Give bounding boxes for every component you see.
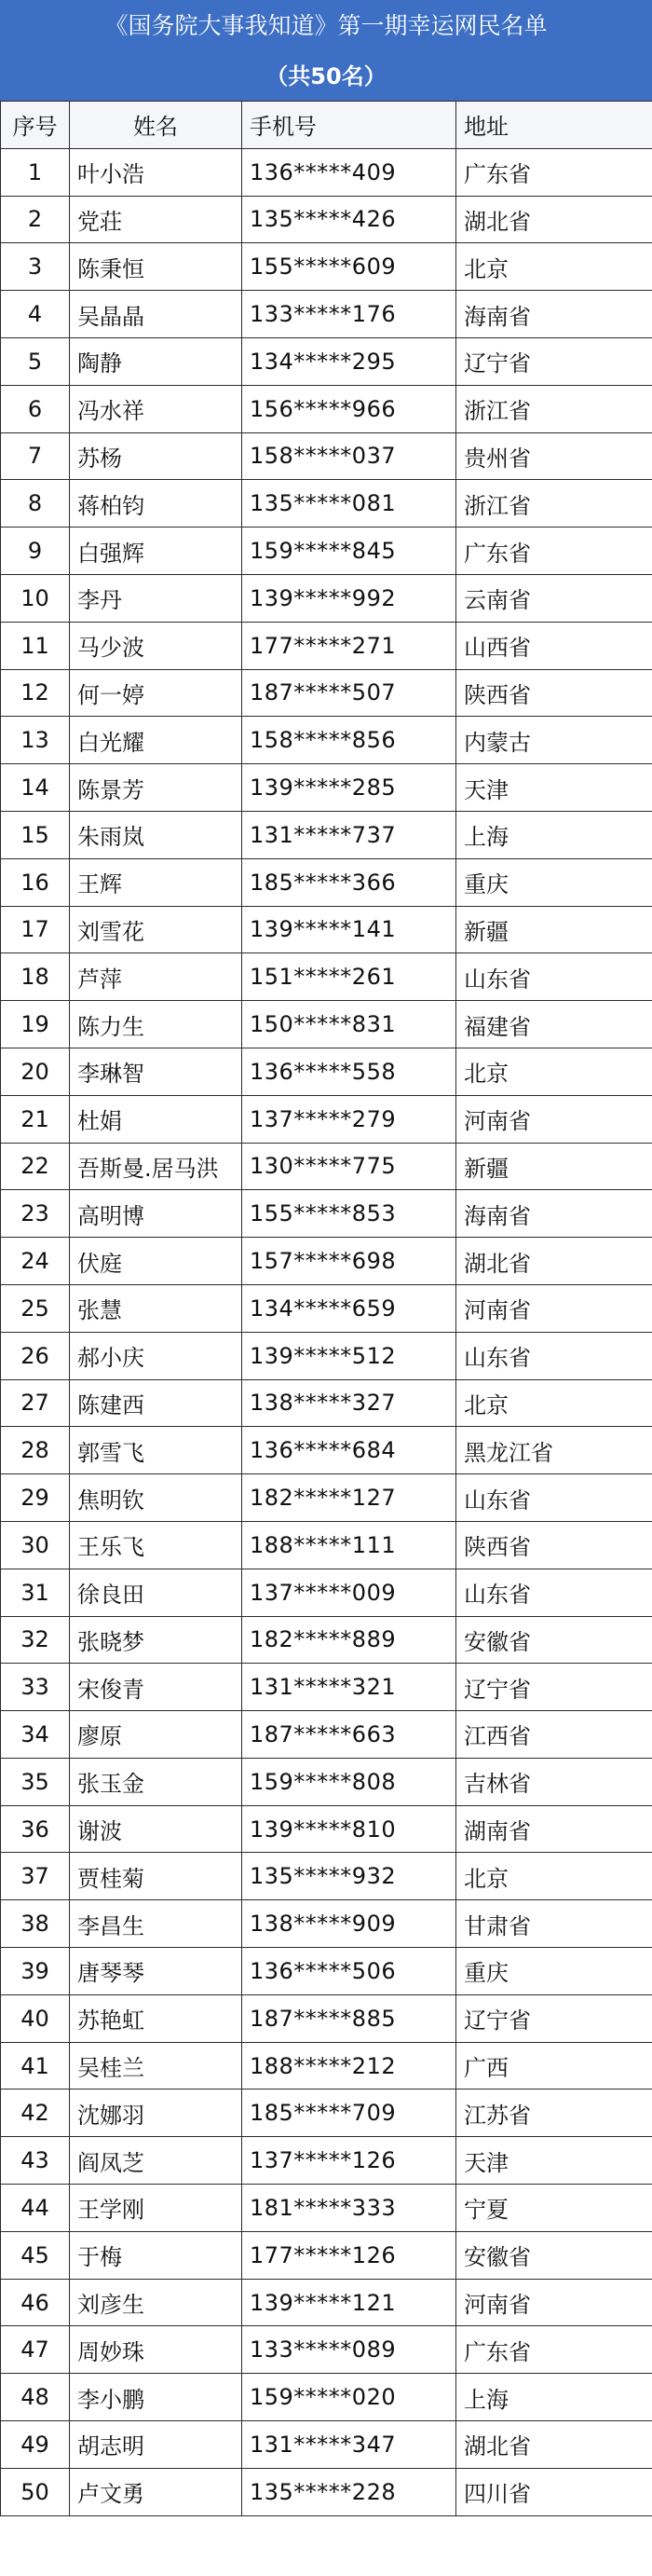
cell-no: 4	[1, 291, 70, 338]
cell-name: 李昌生	[70, 1900, 242, 1948]
cell-phone: 182*****889	[242, 1616, 456, 1664]
cell-no: 21	[1, 1095, 70, 1143]
column-header-name: 姓名	[70, 102, 242, 149]
cell-address: 新疆	[456, 1143, 652, 1190]
winners-table	[0, 101, 652, 2516]
cell-name: 何一婷	[70, 669, 242, 717]
cell-address: 湖北省	[456, 1238, 652, 1285]
cell-no: 48	[1, 2374, 70, 2421]
cell-no: 30	[1, 1521, 70, 1569]
cell-name: 吴桂兰	[70, 2042, 242, 2090]
cell-name: 陈秉恒	[70, 243, 242, 291]
cell-phone: 185*****366	[242, 858, 456, 906]
table-row	[1, 858, 652, 906]
cell-phone: 134*****659	[242, 1284, 456, 1332]
cell-no: 22	[1, 1143, 70, 1190]
cell-address: 宁夏	[456, 2185, 652, 2232]
cell-address: 陕西省	[456, 669, 652, 717]
cell-no: 46	[1, 2279, 70, 2326]
cell-no: 27	[1, 1379, 70, 1427]
cell-name: 陶静	[70, 337, 242, 385]
cell-name: 张玉金	[70, 1758, 242, 1805]
cell-no: 11	[1, 622, 70, 669]
cell-name: 冯水祥	[70, 385, 242, 432]
cell-no: 10	[1, 574, 70, 622]
table-row	[1, 1994, 652, 2042]
table-row	[1, 1238, 652, 1285]
cell-address: 湖北省	[456, 196, 652, 243]
table-row	[1, 2185, 652, 2232]
cell-name: 焦明钦	[70, 1474, 242, 1522]
table-row	[1, 1805, 652, 1853]
cell-phone: 188*****111	[242, 1521, 456, 1569]
table-row	[1, 480, 652, 528]
cell-name: 白光耀	[70, 717, 242, 764]
cell-name: 伏庭	[70, 1238, 242, 1285]
cell-phone: 138*****909	[242, 1900, 456, 1948]
table-row	[1, 2279, 652, 2326]
cell-phone: 131*****737	[242, 811, 456, 858]
cell-name: 徐良田	[70, 1569, 242, 1616]
page-subtitle: （共50名）	[265, 63, 387, 89]
cell-no: 33	[1, 1664, 70, 1711]
cell-address: 山西省	[456, 622, 652, 669]
table-row	[1, 243, 652, 291]
cell-address: 湖南省	[456, 1805, 652, 1853]
cell-address: 河南省	[456, 1284, 652, 1332]
cell-phone: 136*****409	[242, 148, 456, 196]
cell-address: 天津	[456, 2137, 652, 2185]
cell-phone: 158*****856	[242, 717, 456, 764]
column-header-address: 地址	[456, 102, 652, 149]
cell-phone: 139*****285	[242, 764, 456, 812]
cell-address: 浙江省	[456, 385, 652, 432]
cell-name: 周妙珠	[70, 2326, 242, 2374]
cell-address: 辽宁省	[456, 1994, 652, 2042]
cell-name: 杜娟	[70, 1095, 242, 1143]
cell-no: 47	[1, 2326, 70, 2374]
table-row	[1, 385, 652, 432]
table-row	[1, 1664, 652, 1711]
table-row	[1, 717, 652, 764]
cell-no: 3	[1, 243, 70, 291]
cell-name: 白强辉	[70, 528, 242, 575]
table-row	[1, 2231, 652, 2279]
cell-no: 41	[1, 2042, 70, 2090]
cell-phone: 159*****020	[242, 2374, 456, 2421]
cell-name: 卢文勇	[70, 2468, 242, 2515]
cell-phone: 131*****321	[242, 1664, 456, 1711]
cell-name: 郭雪飞	[70, 1427, 242, 1474]
table-row	[1, 2326, 652, 2374]
cell-address: 海南省	[456, 291, 652, 338]
cell-name: 张晓梦	[70, 1616, 242, 1664]
cell-name: 李琳智	[70, 1048, 242, 1095]
cell-no: 2	[1, 196, 70, 243]
cell-phone: 137*****126	[242, 2137, 456, 2185]
table-row	[1, 2421, 652, 2469]
cell-phone: 177*****126	[242, 2231, 456, 2279]
cell-phone: 137*****009	[242, 1569, 456, 1616]
cell-address: 内蒙古	[456, 717, 652, 764]
cell-no: 38	[1, 1900, 70, 1948]
table-row	[1, 1284, 652, 1332]
cell-phone: 139*****121	[242, 2279, 456, 2326]
cell-address: 安徽省	[456, 1616, 652, 1664]
table-row	[1, 1616, 652, 1664]
table-row	[1, 337, 652, 385]
cell-no: 6	[1, 385, 70, 432]
cell-address: 江西省	[456, 1711, 652, 1759]
cell-phone: 159*****845	[242, 528, 456, 575]
cell-name: 陈景芳	[70, 764, 242, 812]
cell-phone: 135*****932	[242, 1853, 456, 1900]
cell-no: 9	[1, 528, 70, 575]
cell-name: 宋俊青	[70, 1664, 242, 1711]
cell-phone: 187*****663	[242, 1711, 456, 1759]
cell-no: 31	[1, 1569, 70, 1616]
cell-no: 12	[1, 669, 70, 717]
cell-no: 13	[1, 717, 70, 764]
table-row	[1, 1143, 652, 1190]
cell-no: 26	[1, 1332, 70, 1379]
table-row	[1, 1853, 652, 1900]
cell-phone: 181*****333	[242, 2185, 456, 2232]
table-row	[1, 1001, 652, 1048]
cell-no: 34	[1, 1711, 70, 1759]
column-header-no: 序号	[1, 102, 70, 149]
cell-no: 20	[1, 1048, 70, 1095]
cell-name: 吾斯曼.居马洪	[70, 1143, 242, 1190]
cell-name: 芦萍	[70, 953, 242, 1001]
table-header-row	[1, 102, 652, 149]
cell-name: 胡志明	[70, 2421, 242, 2469]
cell-address: 河南省	[456, 1095, 652, 1143]
cell-phone: 136*****558	[242, 1048, 456, 1095]
table-row	[1, 1427, 652, 1474]
cell-no: 37	[1, 1853, 70, 1900]
table-row	[1, 1900, 652, 1948]
cell-phone: 188*****212	[242, 2042, 456, 2090]
cell-phone: 136*****684	[242, 1427, 456, 1474]
cell-address: 重庆	[456, 858, 652, 906]
cell-phone: 139*****141	[242, 906, 456, 953]
cell-phone: 139*****992	[242, 574, 456, 622]
cell-no: 17	[1, 906, 70, 953]
table-row	[1, 1758, 652, 1805]
cell-no: 14	[1, 764, 70, 812]
cell-name: 陈力生	[70, 1001, 242, 1048]
table-row	[1, 1948, 652, 1995]
cell-name: 朱雨岚	[70, 811, 242, 858]
cell-address: 北京	[456, 1853, 652, 1900]
cell-phone: 131*****347	[242, 2421, 456, 2469]
cell-address: 新疆	[456, 906, 652, 953]
cell-address: 山东省	[456, 1332, 652, 1379]
cell-name: 苏艳虹	[70, 1994, 242, 2042]
cell-no: 50	[1, 2468, 70, 2515]
cell-name: 唐琴琴	[70, 1948, 242, 1995]
table-body	[1, 148, 652, 2515]
table-row	[1, 196, 652, 243]
table-row	[1, 1569, 652, 1616]
table-row	[1, 2042, 652, 2090]
cell-address: 北京	[456, 1048, 652, 1095]
cell-phone: 185*****709	[242, 2090, 456, 2137]
table-row	[1, 148, 652, 196]
table-row	[1, 764, 652, 812]
cell-address: 广东省	[456, 528, 652, 575]
table-row	[1, 2468, 652, 2515]
table-row	[1, 1521, 652, 1569]
cell-name: 叶小浩	[70, 148, 242, 196]
cell-address: 吉林省	[456, 1758, 652, 1805]
cell-no: 1	[1, 148, 70, 196]
table-row	[1, 1379, 652, 1427]
list-header	[0, 0, 652, 101]
table-row	[1, 432, 652, 480]
table-row	[1, 1095, 652, 1143]
cell-address: 辽宁省	[456, 337, 652, 385]
cell-name: 谢波	[70, 1805, 242, 1853]
cell-address: 甘肃省	[456, 1900, 652, 1948]
cell-name: 苏杨	[70, 432, 242, 480]
cell-address: 云南省	[456, 574, 652, 622]
cell-address: 广东省	[456, 2326, 652, 2374]
cell-phone: 135*****426	[242, 196, 456, 243]
cell-phone: 187*****507	[242, 669, 456, 717]
table-row	[1, 669, 652, 717]
cell-address: 黑龙江省	[456, 1427, 652, 1474]
cell-phone: 139*****512	[242, 1332, 456, 1379]
cell-name: 张慧	[70, 1284, 242, 1332]
cell-address: 浙江省	[456, 480, 652, 528]
table-row	[1, 574, 652, 622]
cell-no: 5	[1, 337, 70, 385]
cell-phone: 157*****698	[242, 1238, 456, 1285]
cell-address: 北京	[456, 243, 652, 291]
cell-no: 45	[1, 2231, 70, 2279]
table-row	[1, 1190, 652, 1238]
cell-phone: 138*****327	[242, 1379, 456, 1427]
cell-name: 蒋柏钧	[70, 480, 242, 528]
table-row	[1, 1711, 652, 1759]
cell-no: 19	[1, 1001, 70, 1048]
cell-name: 王辉	[70, 858, 242, 906]
cell-name: 王乐飞	[70, 1521, 242, 1569]
cell-no: 32	[1, 1616, 70, 1664]
cell-no: 16	[1, 858, 70, 906]
cell-name: 李小鹏	[70, 2374, 242, 2421]
cell-no: 24	[1, 1238, 70, 1285]
cell-no: 36	[1, 1805, 70, 1853]
table-row	[1, 2374, 652, 2421]
table-row	[1, 906, 652, 953]
cell-name: 党荘	[70, 196, 242, 243]
cell-name: 沈娜羽	[70, 2090, 242, 2137]
cell-address: 河南省	[456, 2279, 652, 2326]
cell-address: 四川省	[456, 2468, 652, 2515]
column-header-phone: 手机号	[242, 102, 456, 149]
cell-no: 39	[1, 1948, 70, 1995]
cell-address: 山东省	[456, 953, 652, 1001]
cell-address: 山东省	[456, 1569, 652, 1616]
cell-phone: 133*****176	[242, 291, 456, 338]
cell-name: 李丹	[70, 574, 242, 622]
cell-phone: 137*****279	[242, 1095, 456, 1143]
cell-name: 贾桂菊	[70, 1853, 242, 1900]
cell-phone: 134*****295	[242, 337, 456, 385]
cell-no: 29	[1, 1474, 70, 1522]
cell-address: 辽宁省	[456, 1664, 652, 1711]
cell-address: 海南省	[456, 1190, 652, 1238]
cell-no: 43	[1, 2137, 70, 2185]
cell-address: 安徽省	[456, 2231, 652, 2279]
cell-address: 山东省	[456, 1474, 652, 1522]
cell-phone: 177*****271	[242, 622, 456, 669]
cell-address: 上海	[456, 2374, 652, 2421]
cell-phone: 135*****081	[242, 480, 456, 528]
cell-name: 王学刚	[70, 2185, 242, 2232]
cell-name: 高明博	[70, 1190, 242, 1238]
cell-address: 重庆	[456, 1948, 652, 1995]
cell-phone: 150*****831	[242, 1001, 456, 1048]
table-row	[1, 291, 652, 338]
cell-name: 吴晶晶	[70, 291, 242, 338]
table-row	[1, 2090, 652, 2137]
cell-phone: 130*****775	[242, 1143, 456, 1190]
cell-no: 15	[1, 811, 70, 858]
cell-no: 25	[1, 1284, 70, 1332]
table-row	[1, 622, 652, 669]
page-title: 《国务院大事我知道》第一期幸运网民名单	[104, 12, 548, 39]
cell-phone: 133*****089	[242, 2326, 456, 2374]
cell-name: 廖原	[70, 1711, 242, 1759]
cell-name: 阎凤芝	[70, 2137, 242, 2185]
cell-address: 湖北省	[456, 2421, 652, 2469]
table-row	[1, 953, 652, 1001]
cell-name: 刘雪花	[70, 906, 242, 953]
cell-phone: 156*****966	[242, 385, 456, 432]
cell-address: 贵州省	[456, 432, 652, 480]
cell-no: 7	[1, 432, 70, 480]
table-row	[1, 1048, 652, 1095]
cell-address: 广东省	[456, 148, 652, 196]
table-row	[1, 528, 652, 575]
cell-no: 44	[1, 2185, 70, 2232]
cell-name: 马少波	[70, 622, 242, 669]
cell-address: 上海	[456, 811, 652, 858]
cell-name: 郝小庆	[70, 1332, 242, 1379]
cell-address: 广西	[456, 2042, 652, 2090]
cell-address: 北京	[456, 1379, 652, 1427]
cell-no: 8	[1, 480, 70, 528]
table-row	[1, 811, 652, 858]
cell-address: 天津	[456, 764, 652, 812]
cell-no: 18	[1, 953, 70, 1001]
cell-address: 江苏省	[456, 2090, 652, 2137]
cell-address: 陕西省	[456, 1521, 652, 1569]
cell-phone: 158*****037	[242, 432, 456, 480]
cell-address: 福建省	[456, 1001, 652, 1048]
table-row	[1, 2137, 652, 2185]
cell-no: 23	[1, 1190, 70, 1238]
cell-phone: 155*****609	[242, 243, 456, 291]
cell-phone: 151*****261	[242, 953, 456, 1001]
cell-no: 49	[1, 2421, 70, 2469]
cell-phone: 182*****127	[242, 1474, 456, 1522]
cell-name: 陈建西	[70, 1379, 242, 1427]
cell-phone: 187*****885	[242, 1994, 456, 2042]
cell-name: 于梅	[70, 2231, 242, 2279]
cell-no: 28	[1, 1427, 70, 1474]
cell-name: 刘彦生	[70, 2279, 242, 2326]
cell-no: 35	[1, 1758, 70, 1805]
cell-phone: 155*****853	[242, 1190, 456, 1238]
cell-no: 42	[1, 2090, 70, 2137]
table-row	[1, 1474, 652, 1522]
cell-phone: 135*****228	[242, 2468, 456, 2515]
cell-phone: 136*****506	[242, 1948, 456, 1995]
cell-phone: 159*****808	[242, 1758, 456, 1805]
table-row	[1, 1332, 652, 1379]
cell-phone: 139*****810	[242, 1805, 456, 1853]
cell-no: 40	[1, 1994, 70, 2042]
